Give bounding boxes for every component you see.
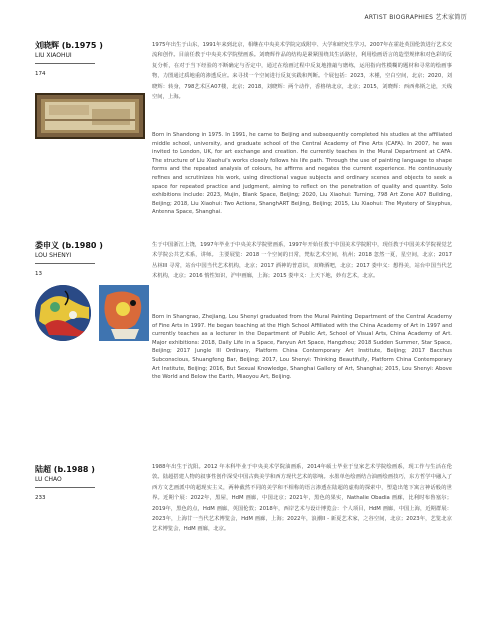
artist-name-chinese: 陆超 (b.1988 ) — [35, 465, 95, 474]
abstract-painting-icon — [99, 285, 149, 341]
biography-english: Born in Shangrao, Zhejiang, Lou Shenyi graduated from the Mural Painting Department of the Central Academy of Fine Arts in 1997. He began teaching at the High School Affiliated with the China Academy of Art in 1997 and currently teaches as a lecturer in the Department of Public Art, School of Visual Arts, China Academy of Art. Major exhibitions: 2018, Daily Life in a Space, Fanyun Art Space, Hangzhou; 2018 Sudden Summer, Star Space, Beijing; 2017 Jungle III Ordinary, Platform China Contemporary Art Institute, Beijing; 2017 Bacchus Subconscious, Shuangfeng Bar, Beijing; 2017, Lou Shenyi: Thinking Beautifully, Platform China Contemporary Art Institute, Beijing; 2016, But Sexual Knowledge, Shanghai Gallery of Art, Shanghai; 2015, Lou Shenyi: Above the World and Below the Earth, Miaoyou Art, Beijing. — [152, 314, 452, 381]
painting-box-icon — [37, 95, 143, 137]
artist-name-english: LU CHAO — [35, 476, 62, 483]
divider — [35, 263, 95, 264]
divider — [35, 63, 95, 64]
artist-name-chinese: 娄申义 (b.1980 ) — [35, 241, 103, 250]
biography-english: Born in Shandong in 1975. In 1991, he came to Beijing and subsequently completed his studies at the affiliated middle school, university, and graduate school of the Central Academy of Fine Arts (CAFA). In 2007, he was invited to London, UK, for art exchange and creation. He currently teaches in the Mural Department at CAFA. The structure of Liu Xiaohui's works closely follows his life path. Through the use of painting language to shape forms and the repeated analysis of colours, he affirms and negates the current experience. He continuously refines and scrutinizes his work, using directional vague subjects and ordinary scenes and objects to seek a space for repeated practice and judgment, aiming to reflect on the penetration of quality and quantity. Solo exhibitions include: 2023, Mujin, Blank Space, Beijing; 2020, Liu Xiaohui: Turning, 798 Art Zone A07 Building, Beijing; 2018, Liu Xiaohui: Two Actions, ShanghART Beijing, Beijing; 2015, Liu Xiaohui: The Mystery of Sisyphus, Antenna Space, Shanghai. — [152, 132, 452, 216]
abstract-painting-icon — [35, 285, 91, 341]
page-reference: 233 — [35, 495, 46, 501]
biography-chinese: 生于中国浙江上饶，1997年毕业于中央美术学院壁画系，1997年开始任教于中国美术学院附中，现任教于中国美术学院视觉艺术学院公共艺术系，讲师。 主要展览：2018 一个空间的日常，梵耘艺术空间，杭州；2018 忽然一夏，星空间，北京；2017 丛林III 寻常，站台中国当代艺术机构，北京；2017 酒神的普意识，双峰酒吧，北京；2017 娄申义：想得美，站台中国当代艺术机构，北京；2016 惰性知识，沪申画廊，上海；2015 娄申义：上天下地，妙有艺术，北京。 — [152, 242, 452, 280]
biography-chinese: 1975年出生于山东，1991年来到北京，相继在中央美术学院完成附中、大学和研究生学习。2007年在霍赴英国伦敦进行艺术交流和创作。目前任教于中央美术学院壁画系。刘晓辉作品的结构是紧紧围绕其生活路径，利用绘画语言的造型规律和对色彩的反复分析，在对于当下经验的不断确定与否定中，通过在绘画过程中反复地推敲与磨练，运用指向性模糊的题材和寻常的绘画事物，力图通过质地重的渗透反应。来寻找一个空间进行反复实践和判断。个展包括：2023，木槿，空白空间，北京；2020，刘晓辉：转身，798艺术区A07楼，北京；2018，刘晓辉：两个动作，香格纳北京，北京；2015，刘晓辉：西西弗斯之途，天线空间，上海。 — [152, 42, 452, 101]
page-header: ARTIST BIOGRAPHIES 艺术家简历 — [364, 14, 467, 21]
divider — [35, 487, 95, 488]
biography-chinese: 1988年出生于沈阳。2012 年本科毕业于中央美术学院油画系，2014年硕士毕业于皇家艺术学院绘画系，现工作与生活在伦敦。陆超搭建人物的叙事性创作深受中国古典美学和西方现代艺术的影响。水墨单色绘画结合油画绘画技巧，东方哲学中融入了西方文艺画派中的超现实主义，两种截然不同的美学和不相称的语言渗透在陆超的虚构的探索中，塑造出笔下寓言神话般的世界。近期个展：2022年，黑屋，HdM 画廊，中国北京；2021年，黑色的果实，Nathalie Obadia 画廊，比利时布鲁塞尔；2019年，黑色的点，HdM 画廊，英国伦敦；2018年，西岸艺术与设计博览会：个人项目，HdM 画廊，中国上海，近期群展：2023年，上海廿一当代艺术博览会，HdM 画廊，上海；2022年，浪潮II - 新夏艺术家，之谷空间，北京；2023年，艺览北京艺术博览会，HdM 画廊，北京。 — [152, 464, 452, 533]
artwork-image-lou-shenyi-square — [99, 285, 149, 341]
artist-name-english: LOU SHENYI — [35, 252, 72, 259]
artwork-image-liu-xiaohui — [35, 93, 145, 139]
page-reference: 174 — [35, 71, 46, 77]
page-reference: 13 — [35, 271, 42, 277]
artist-name-chinese: 刘晓辉 (b.1975 ) — [35, 41, 103, 50]
artwork-image-lou-shenyi-circular — [35, 285, 91, 341]
artist-name-english: LIU XIAOHUI — [35, 52, 72, 59]
